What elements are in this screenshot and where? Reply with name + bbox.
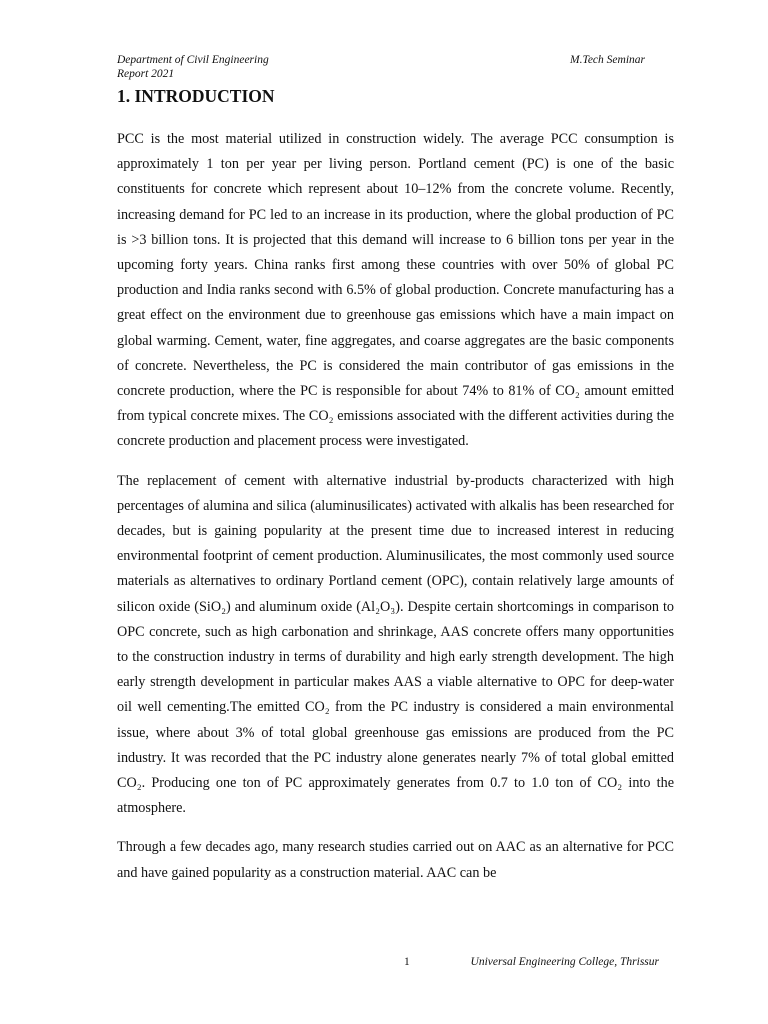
header-report: Report 2021 (117, 68, 175, 80)
page-number: 1 (404, 956, 410, 968)
paragraph-3: Through a few decades ago, many research studies carried out on AAC as an alternative for PCC and have gained popularity as a construction material. AAC can be (117, 839, 674, 881)
header-seminar: M.Tech Seminar (570, 54, 645, 66)
section-title: 1. INTRODUCTION (117, 86, 275, 106)
paragraph-1: PCC is the most material utilized in construction widely. The average PCC consumption is approximately 1 ton per year per living person. Portland cement (PC) is one of the basic constituents for concrete which represent about 10–12% from the concrete volume. Recently, increasing demand for PC led to an increase in its production, where the global production of PC is >3 billion tons. It is projected that this demand will increase to 6 billion tons per year in the upcoming forty years. China ranks first among these countries with over 50% of global PC production and India ranks second with 6.5% of global production. Concrete manufacturing has a great effect on the environment due to greenhouse gas emissions which have a main impact on global warming. Cement, water, fine aggregates, and coarse aggregates are the basic components of concrete. Nevertheless, the PC is considered the main contributor of gas emissions in the concrete production, where the PC is responsible for about 74% to 81% of CO₂ amount emitted from typical concrete mixes. The CO₂ emissions associated with the different activities during the concrete production and placement process were investigated. (117, 131, 674, 450)
page-header (117, 53, 657, 81)
header-department: Department of Civil Engineering (117, 54, 269, 66)
footer-college: Universal Engineering College, Thrissur (470, 956, 659, 968)
document-body (117, 127, 674, 886)
paragraph-2: The replacement of cement with alternative industrial by-products characterized with high percentages of alumina and silica (aluminusilicates) activated with alkalis has been researched for decades, but is gaining popularity at the present time due to increased interest in reducing environmental footprint of cement production. Aluminusilicates, the most commonly used source materials as alternatives to ordinary Portland cement (OPC), contain relatively large amounts of silicon oxide (SiO₂) and aluminum oxide (Al₂O₃). Despite certain shortcomings in comparison to OPC concrete, such as high carbonation and shrinkage, AAS concrete offers many opportunities to the construction industry in terms of durability and high early strength development. The high early strength development in particular makes AAS a viable alternative to OPC for deep-water oil well cementing.The emitted CO₂ from the PC industry is considered a main environmental issue, where about 3% of total global greenhouse gas emissions are produced from the PC industry. It was recorded that the PC industry alone generates nearly 7% of total global emitted CO₂. Producing one ton of PC approximately generates from 0.7 to 1.0 ton of CO₂ into the atmosphere. (117, 472, 674, 817)
